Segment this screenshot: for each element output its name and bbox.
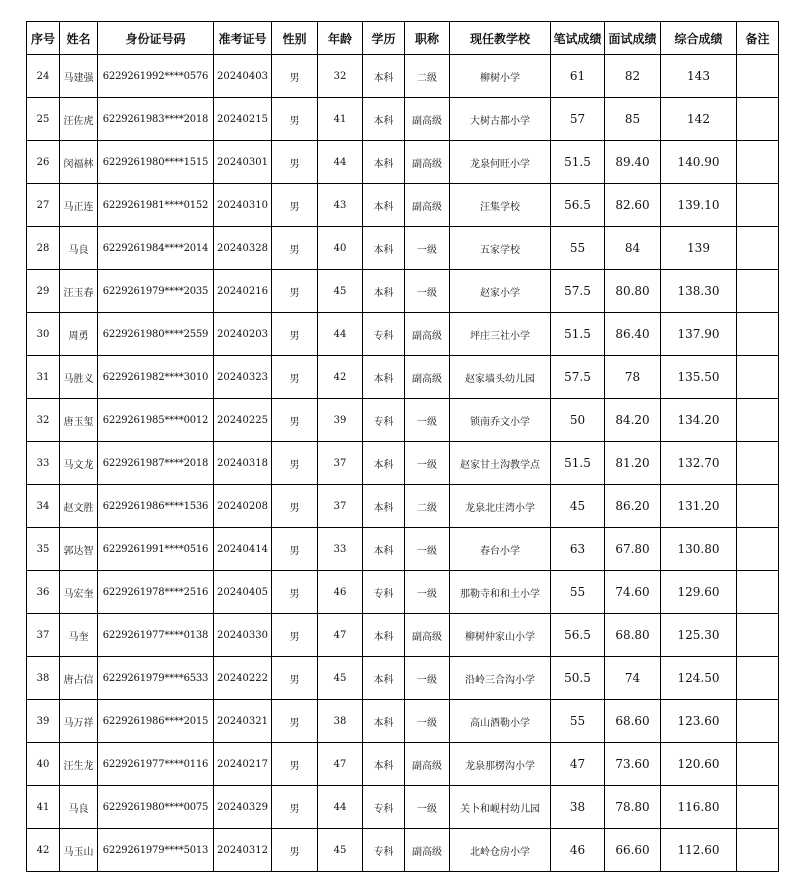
- cell-education: 本科: [363, 270, 405, 313]
- cell-name: 汪玉春: [60, 270, 98, 313]
- cell-exam-number: 20240318: [214, 442, 272, 485]
- header-name: 姓名: [60, 22, 98, 55]
- cell-school: 北岭仓房小学: [450, 829, 551, 872]
- header-total-score: 综合成绩: [661, 22, 737, 55]
- cell-education: 专科: [363, 786, 405, 829]
- cell-written-score: 57: [551, 98, 605, 141]
- cell-name: 马万祥: [60, 700, 98, 743]
- cell-remarks: [737, 313, 779, 356]
- cell-seq: 24: [27, 55, 60, 98]
- cell-seq: 32: [27, 399, 60, 442]
- cell-gender: 男: [272, 313, 318, 356]
- table-row: [27, 442, 779, 485]
- table-row: [27, 399, 779, 442]
- cell-total-score: 143: [661, 55, 737, 98]
- cell-age: 42: [318, 356, 363, 399]
- cell-id-number: 6229261977****0138: [98, 614, 214, 657]
- cell-total-score: 124.50: [661, 657, 737, 700]
- cell-title: 一级: [405, 227, 450, 270]
- cell-exam-number: 20240328: [214, 227, 272, 270]
- cell-name: 郭达智: [60, 528, 98, 571]
- cell-age: 44: [318, 786, 363, 829]
- cell-age: 44: [318, 141, 363, 184]
- cell-seq: 40: [27, 743, 60, 786]
- cell-interview-score: 89.40: [605, 141, 661, 184]
- table-row: [27, 700, 779, 743]
- cell-id-number: 6229261986****2015: [98, 700, 214, 743]
- header-education: 学历: [363, 22, 405, 55]
- cell-gender: 男: [272, 399, 318, 442]
- cell-interview-score: 74: [605, 657, 661, 700]
- header-seq: 序号: [27, 22, 60, 55]
- cell-seq: 41: [27, 786, 60, 829]
- cell-seq: 42: [27, 829, 60, 872]
- cell-id-number: 6229261978****2516: [98, 571, 214, 614]
- cell-total-score: 129.60: [661, 571, 737, 614]
- cell-name: 唐占信: [60, 657, 98, 700]
- cell-gender: 男: [272, 485, 318, 528]
- cell-gender: 男: [272, 614, 318, 657]
- cell-remarks: [737, 184, 779, 227]
- cell-title: 副高级: [405, 743, 450, 786]
- cell-name: 马良: [60, 227, 98, 270]
- header-school: 现任教学校: [450, 22, 551, 55]
- cell-title: 一级: [405, 528, 450, 571]
- cell-remarks: [737, 700, 779, 743]
- cell-interview-score: 67.80: [605, 528, 661, 571]
- cell-seq: 35: [27, 528, 60, 571]
- cell-school: 赵家墙头幼儿园: [450, 356, 551, 399]
- cell-written-score: 56.5: [551, 614, 605, 657]
- cell-name: 周勇: [60, 313, 98, 356]
- cell-gender: 男: [272, 270, 318, 313]
- cell-written-score: 55: [551, 700, 605, 743]
- cell-education: 本科: [363, 227, 405, 270]
- cell-remarks: [737, 442, 779, 485]
- cell-gender: 男: [272, 98, 318, 141]
- cell-written-score: 61: [551, 55, 605, 98]
- cell-title: 二级: [405, 485, 450, 528]
- cell-seq: 37: [27, 614, 60, 657]
- cell-seq: 39: [27, 700, 60, 743]
- cell-total-score: 140.90: [661, 141, 737, 184]
- cell-id-number: 6229261981****0152: [98, 184, 214, 227]
- cell-exam-number: 20240203: [214, 313, 272, 356]
- header-gender: 性别: [272, 22, 318, 55]
- cell-total-score: 125.30: [661, 614, 737, 657]
- cell-total-score: 123.60: [661, 700, 737, 743]
- cell-title: 副高级: [405, 184, 450, 227]
- cell-interview-score: 74.60: [605, 571, 661, 614]
- table-row: [27, 98, 779, 141]
- cell-id-number: 6229261980****0075: [98, 786, 214, 829]
- table-row: [27, 528, 779, 571]
- cell-title: 副高级: [405, 614, 450, 657]
- cell-name: 汪生龙: [60, 743, 98, 786]
- cell-written-score: 63: [551, 528, 605, 571]
- cell-interview-score: 81.20: [605, 442, 661, 485]
- cell-title: 二级: [405, 55, 450, 98]
- cell-name: 马玉山: [60, 829, 98, 872]
- cell-school: 那勒寺和和土小学: [450, 571, 551, 614]
- header-age: 年龄: [318, 22, 363, 55]
- cell-school: 龙泉何旺小学: [450, 141, 551, 184]
- table-row: [27, 829, 779, 872]
- cell-gender: 男: [272, 141, 318, 184]
- cell-seq: 29: [27, 270, 60, 313]
- cell-age: 45: [318, 829, 363, 872]
- cell-age: 32: [318, 55, 363, 98]
- cell-school: 五家学校: [450, 227, 551, 270]
- cell-total-score: 139: [661, 227, 737, 270]
- cell-gender: 男: [272, 700, 318, 743]
- cell-remarks: [737, 227, 779, 270]
- cell-total-score: 131.20: [661, 485, 737, 528]
- cell-exam-number: 20240330: [214, 614, 272, 657]
- cell-title: 副高级: [405, 829, 450, 872]
- cell-remarks: [737, 614, 779, 657]
- cell-interview-score: 84: [605, 227, 661, 270]
- cell-name: 马奎: [60, 614, 98, 657]
- cell-seq: 27: [27, 184, 60, 227]
- cell-exam-number: 20240215: [214, 98, 272, 141]
- cell-remarks: [737, 786, 779, 829]
- cell-education: 本科: [363, 700, 405, 743]
- cell-exam-number: 20240414: [214, 528, 272, 571]
- cell-total-score: 134.20: [661, 399, 737, 442]
- table-row: [27, 184, 779, 227]
- cell-interview-score: 85: [605, 98, 661, 141]
- cell-exam-number: 20240222: [214, 657, 272, 700]
- table-row: [27, 141, 779, 184]
- header-written-score: 笔试成绩: [551, 22, 605, 55]
- cell-id-number: 6229261979****2035: [98, 270, 214, 313]
- cell-school: 汪集学校: [450, 184, 551, 227]
- cell-total-score: 130.80: [661, 528, 737, 571]
- cell-interview-score: 84.20: [605, 399, 661, 442]
- cell-gender: 男: [272, 55, 318, 98]
- cell-gender: 男: [272, 571, 318, 614]
- cell-remarks: [737, 270, 779, 313]
- table-row: [27, 571, 779, 614]
- cell-exam-number: 20240216: [214, 270, 272, 313]
- cell-remarks: [737, 399, 779, 442]
- cell-exam-number: 20240312: [214, 829, 272, 872]
- cell-gender: 男: [272, 528, 318, 571]
- cell-remarks: [737, 657, 779, 700]
- cell-gender: 男: [272, 786, 318, 829]
- cell-title: 一级: [405, 786, 450, 829]
- cell-written-score: 51.5: [551, 141, 605, 184]
- cell-id-number: 6229261980****1515: [98, 141, 214, 184]
- cell-education: 本科: [363, 141, 405, 184]
- cell-written-score: 55: [551, 571, 605, 614]
- cell-written-score: 55: [551, 227, 605, 270]
- cell-education: 本科: [363, 614, 405, 657]
- cell-interview-score: 66.60: [605, 829, 661, 872]
- cell-id-number: 6229261984****2014: [98, 227, 214, 270]
- cell-name: 马胜义: [60, 356, 98, 399]
- cell-id-number: 6229261991****0516: [98, 528, 214, 571]
- cell-title: 一级: [405, 657, 450, 700]
- cell-age: 38: [318, 700, 363, 743]
- cell-school: 柳树仲家山小学: [450, 614, 551, 657]
- table-row: [27, 485, 779, 528]
- cell-school: 坪庄三社小学: [450, 313, 551, 356]
- cell-written-score: 38: [551, 786, 605, 829]
- cell-remarks: [737, 485, 779, 528]
- cell-total-score: 137.90: [661, 313, 737, 356]
- cell-seq: 36: [27, 571, 60, 614]
- cell-gender: 男: [272, 356, 318, 399]
- cell-remarks: [737, 743, 779, 786]
- header-title: 职称: [405, 22, 450, 55]
- cell-id-number: 6229261982****3010: [98, 356, 214, 399]
- cell-interview-score: 78.80: [605, 786, 661, 829]
- cell-interview-score: 82.60: [605, 184, 661, 227]
- cell-interview-score: 86.20: [605, 485, 661, 528]
- cell-exam-number: 20240225: [214, 399, 272, 442]
- cell-gender: 男: [272, 829, 318, 872]
- cell-title: 一级: [405, 270, 450, 313]
- table-row: [27, 313, 779, 356]
- cell-name: 闵福林: [60, 141, 98, 184]
- cell-interview-score: 80.80: [605, 270, 661, 313]
- cell-remarks: [737, 98, 779, 141]
- cell-id-number: 6229261986****1536: [98, 485, 214, 528]
- table-row: [27, 786, 779, 829]
- cell-remarks: [737, 829, 779, 872]
- cell-gender: 男: [272, 743, 318, 786]
- cell-remarks: [737, 55, 779, 98]
- cell-exam-number: 20240323: [214, 356, 272, 399]
- table-row: [27, 356, 779, 399]
- cell-total-score: 142: [661, 98, 737, 141]
- cell-remarks: [737, 571, 779, 614]
- cell-gender: 男: [272, 184, 318, 227]
- cell-exam-number: 20240217: [214, 743, 272, 786]
- cell-title: 副高级: [405, 356, 450, 399]
- cell-written-score: 50: [551, 399, 605, 442]
- cell-age: 45: [318, 657, 363, 700]
- cell-seq: 33: [27, 442, 60, 485]
- cell-remarks: [737, 356, 779, 399]
- cell-exam-number: 20240403: [214, 55, 272, 98]
- cell-gender: 男: [272, 442, 318, 485]
- cell-written-score: 51.5: [551, 442, 605, 485]
- table-row: [27, 743, 779, 786]
- cell-age: 44: [318, 313, 363, 356]
- cell-remarks: [737, 141, 779, 184]
- cell-name: 马文龙: [60, 442, 98, 485]
- cell-id-number: 6229261977****0116: [98, 743, 214, 786]
- cell-education: 本科: [363, 657, 405, 700]
- cell-exam-number: 20240329: [214, 786, 272, 829]
- cell-written-score: 47: [551, 743, 605, 786]
- cell-seq: 38: [27, 657, 60, 700]
- cell-id-number: 6229261983****2018: [98, 98, 214, 141]
- cell-education: 专科: [363, 571, 405, 614]
- cell-written-score: 56.5: [551, 184, 605, 227]
- cell-seq: 26: [27, 141, 60, 184]
- cell-education: 专科: [363, 313, 405, 356]
- cell-name: 唐玉玺: [60, 399, 98, 442]
- cell-school: 沿岭三合沟小学: [450, 657, 551, 700]
- cell-total-score: 120.60: [661, 743, 737, 786]
- cell-age: 39: [318, 399, 363, 442]
- cell-title: 副高级: [405, 98, 450, 141]
- cell-age: 37: [318, 442, 363, 485]
- cell-interview-score: 68.80: [605, 614, 661, 657]
- cell-name: 汪佐虎: [60, 98, 98, 141]
- cell-education: 专科: [363, 399, 405, 442]
- cell-education: 本科: [363, 55, 405, 98]
- cell-id-number: 6229261979****5013: [98, 829, 214, 872]
- header-interview-score: 面试成绩: [605, 22, 661, 55]
- cell-school: 龙泉北庄湾小学: [450, 485, 551, 528]
- cell-title: 一级: [405, 700, 450, 743]
- table-body: [27, 55, 779, 872]
- cell-exam-number: 20240405: [214, 571, 272, 614]
- cell-id-number: 6229261979****6533: [98, 657, 214, 700]
- cell-total-score: 132.70: [661, 442, 737, 485]
- cell-age: 45: [318, 270, 363, 313]
- cell-age: 37: [318, 485, 363, 528]
- cell-school: 赵家甘土沟教学点: [450, 442, 551, 485]
- cell-interview-score: 68.60: [605, 700, 661, 743]
- cell-gender: 男: [272, 657, 318, 700]
- cell-name: 马宏奎: [60, 571, 98, 614]
- cell-education: 本科: [363, 442, 405, 485]
- cell-school: 高山酒勒小学: [450, 700, 551, 743]
- cell-title: 副高级: [405, 141, 450, 184]
- table-row: [27, 657, 779, 700]
- cell-written-score: 50.5: [551, 657, 605, 700]
- cell-age: 41: [318, 98, 363, 141]
- header-exam-number: 准考证号: [214, 22, 272, 55]
- cell-total-score: 116.80: [661, 786, 737, 829]
- cell-total-score: 138.30: [661, 270, 737, 313]
- cell-id-number: 6229261985****0012: [98, 399, 214, 442]
- cell-id-number: 6229261992****0576: [98, 55, 214, 98]
- cell-school: 赵家小学: [450, 270, 551, 313]
- cell-exam-number: 20240310: [214, 184, 272, 227]
- cell-education: 本科: [363, 743, 405, 786]
- cell-written-score: 57.5: [551, 356, 605, 399]
- table-row: [27, 614, 779, 657]
- cell-age: 40: [318, 227, 363, 270]
- cell-title: 一级: [405, 442, 450, 485]
- cell-written-score: 46: [551, 829, 605, 872]
- table-row: [27, 55, 779, 98]
- cell-school: 锁南乔文小学: [450, 399, 551, 442]
- cell-school: 春台小学: [450, 528, 551, 571]
- cell-seq: 30: [27, 313, 60, 356]
- cell-title: 一级: [405, 399, 450, 442]
- cell-written-score: 57.5: [551, 270, 605, 313]
- cell-title: 一级: [405, 571, 450, 614]
- cell-gender: 男: [272, 227, 318, 270]
- cell-remarks: [737, 528, 779, 571]
- cell-school: 柳树小学: [450, 55, 551, 98]
- cell-education: 本科: [363, 98, 405, 141]
- header-row: [27, 22, 779, 55]
- cell-written-score: 45: [551, 485, 605, 528]
- cell-interview-score: 82: [605, 55, 661, 98]
- cell-school: 龙泉那楞沟小学: [450, 743, 551, 786]
- cell-age: 47: [318, 614, 363, 657]
- results-table: [26, 21, 779, 872]
- cell-exam-number: 20240208: [214, 485, 272, 528]
- cell-written-score: 51.5: [551, 313, 605, 356]
- cell-education: 本科: [363, 485, 405, 528]
- cell-education: 本科: [363, 184, 405, 227]
- cell-name: 马正连: [60, 184, 98, 227]
- table-row: [27, 227, 779, 270]
- cell-interview-score: 78: [605, 356, 661, 399]
- cell-name: 马良: [60, 786, 98, 829]
- cell-seq: 31: [27, 356, 60, 399]
- cell-age: 33: [318, 528, 363, 571]
- cell-education: 本科: [363, 356, 405, 399]
- header-remarks: 备注: [737, 22, 779, 55]
- header-id-number: 身份证号码: [98, 22, 214, 55]
- cell-name: 马建强: [60, 55, 98, 98]
- cell-total-score: 139.10: [661, 184, 737, 227]
- cell-age: 43: [318, 184, 363, 227]
- cell-title: 副高级: [405, 313, 450, 356]
- cell-id-number: 6229261987****2018: [98, 442, 214, 485]
- table-row: [27, 270, 779, 313]
- cell-total-score: 135.50: [661, 356, 737, 399]
- cell-exam-number: 20240301: [214, 141, 272, 184]
- cell-total-score: 112.60: [661, 829, 737, 872]
- cell-age: 46: [318, 571, 363, 614]
- cell-name: 赵文胜: [60, 485, 98, 528]
- cell-school: 大树古都小学: [450, 98, 551, 141]
- cell-education: 专科: [363, 829, 405, 872]
- cell-seq: 28: [27, 227, 60, 270]
- cell-seq: 25: [27, 98, 60, 141]
- cell-age: 47: [318, 743, 363, 786]
- cell-interview-score: 73.60: [605, 743, 661, 786]
- cell-education: 本科: [363, 528, 405, 571]
- cell-seq: 34: [27, 485, 60, 528]
- cell-exam-number: 20240321: [214, 700, 272, 743]
- cell-school: 关卜和岘村幼儿园: [450, 786, 551, 829]
- cell-interview-score: 86.40: [605, 313, 661, 356]
- cell-id-number: 6229261980****2559: [98, 313, 214, 356]
